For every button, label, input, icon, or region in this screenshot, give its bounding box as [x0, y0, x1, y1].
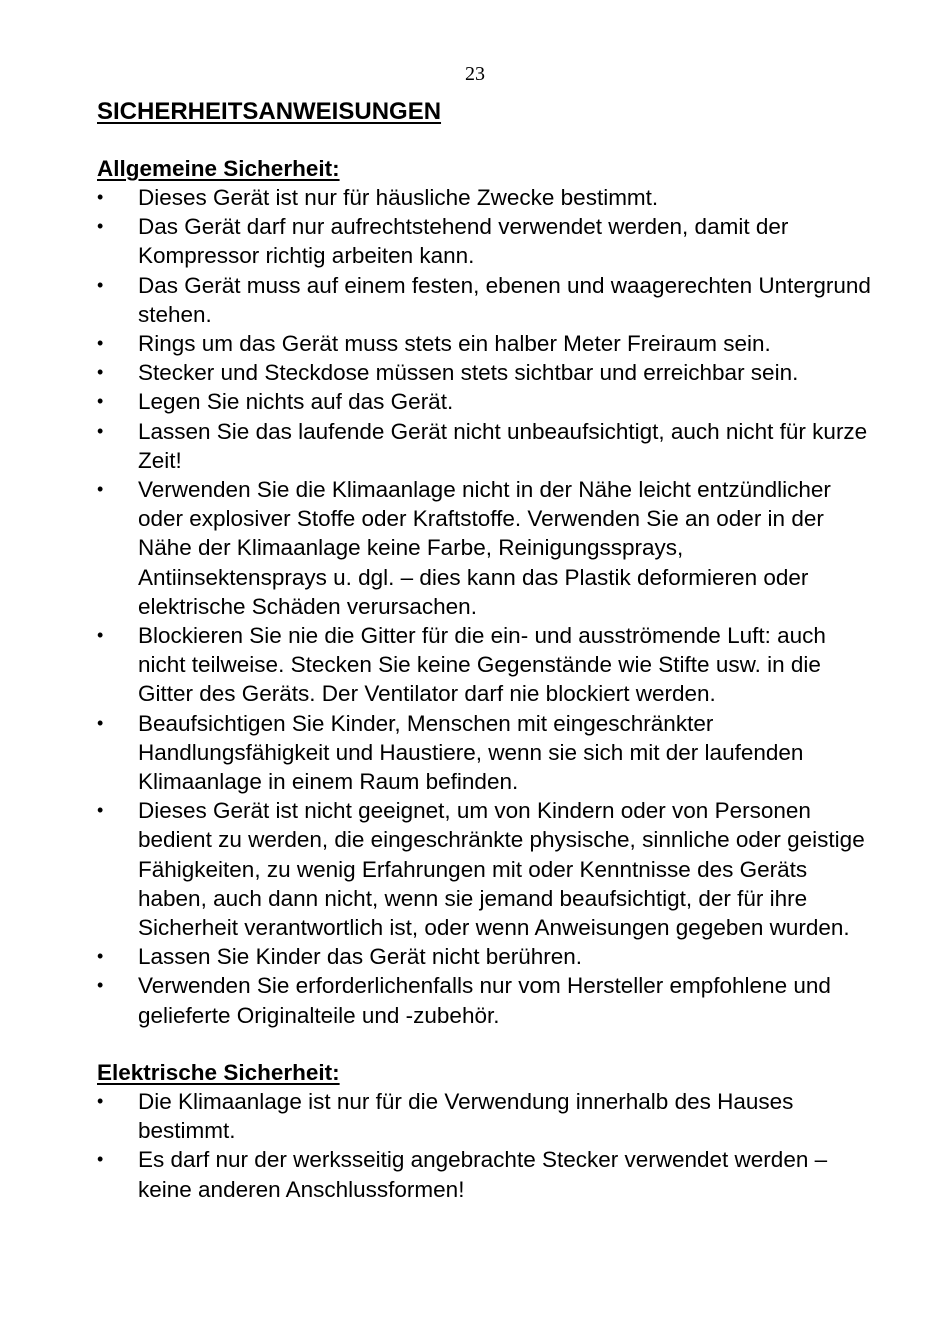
bullet-icon: •	[97, 333, 104, 354]
list-item	[97, 387, 877, 416]
list-item	[97, 183, 877, 212]
list-item	[97, 621, 877, 709]
list-item	[97, 971, 877, 1029]
bullet-icon: •	[97, 391, 104, 412]
bullet-icon: •	[97, 800, 104, 821]
bullet-icon: •	[97, 712, 104, 733]
list-item-text: Beaufsichtigen Sie Kinder, Menschen mit eingeschränkter Handlungsfähigkeit und Haustiere, wenn sie sich mit der laufenden Klimaanlage in einem Raum befinden.	[138, 710, 804, 795]
list-item-text: Es darf nur der werksseitig angebrachte Stecker verwendet werden – keine anderen Anschlussformen!	[138, 1147, 828, 1202]
list-item	[97, 796, 877, 942]
document-title: SICHERHEITSANWEISUNGEN	[97, 98, 442, 125]
list-item-text: Rings um das Gerät muss stets ein halber Meter Freiraum sein.	[138, 331, 771, 357]
list-item	[97, 475, 877, 621]
list-item-text: Stecker und Steckdose müssen stets sichtbar und erreichbar sein.	[138, 360, 799, 386]
list-item	[97, 271, 877, 329]
list-item-text: Die Klimaanlage ist nur für die Verwendung innerhalb des Hauses bestimmt.	[138, 1088, 794, 1144]
list-item	[97, 942, 877, 971]
list-item-text: Dieses Gerät ist nur für häusliche Zwecke bestimmt.	[138, 185, 659, 210]
bullet-icon: •	[97, 187, 104, 207]
bullet-icon: •	[97, 274, 104, 295]
section-heading-general-safety: Allgemeine Sicherheit:	[97, 156, 340, 181]
bullet-icon: •	[97, 1149, 104, 1170]
electrical-safety-list	[97, 1087, 877, 1204]
list-item	[97, 358, 877, 387]
bullet-icon: •	[97, 1090, 104, 1111]
list-item-text: Lassen Sie Kinder das Gerät nicht berühren.	[138, 944, 583, 970]
bullet-icon: •	[97, 975, 104, 996]
list-item	[97, 329, 877, 358]
general-safety-list	[97, 183, 877, 1030]
bullet-icon: •	[97, 625, 104, 646]
bullet-icon: •	[97, 479, 104, 500]
list-item	[97, 212, 877, 270]
list-item-text: Dieses Gerät ist nicht geeignet, um von Kindern oder von Personen bedient zu werden, die eingeschränkte physische, sinnliche oder geistige Fähigkeiten, zu wenig Erfahrungen mit oder Kenntnisse des Geräts haben, auch dann nicht, wenn sie jemand beaufsichtigt, der für ihre Sicherheit verantwortlich ist, oder wenn Anweisungen gegeben wurden.	[138, 798, 865, 941]
list-item-text: Das Gerät muss auf einem festen, ebenen und waagerechten Untergrund stehen.	[138, 272, 871, 327]
bullet-icon: •	[97, 362, 104, 383]
list-item	[97, 709, 877, 797]
bullet-icon: •	[97, 946, 104, 967]
bullet-icon: •	[97, 420, 104, 441]
list-item-text: Legen Sie nichts auf das Gerät.	[138, 389, 454, 415]
section-heading-electrical-safety: Elektrische Sicherheit:	[97, 1059, 340, 1085]
list-item-text: Blockieren Sie nie die Gitter für die ein- und ausströmende Luft: auch nicht teilweise. Stecken Sie keine Gegenstände wie Stifte usw. in die Gitter des Geräts. Der Ventilator darf nie blockiert werden.	[138, 623, 826, 707]
page-number: 23	[465, 63, 485, 85]
document-body	[97, 96, 877, 1204]
list-item	[97, 1087, 877, 1145]
list-item-text: Verwenden Sie erforderlichenfalls nur vom Hersteller empfohlene und gelieferte Originalteile und -zubehör.	[138, 973, 831, 1028]
list-item	[97, 417, 877, 475]
bullet-icon: •	[97, 216, 104, 237]
list-item	[97, 1145, 877, 1203]
list-item-text: Verwenden Sie die Klimaanlage nicht in der Nähe leicht entzündlicher oder explosiver Stoffe oder Kraftstoffe. Verwenden Sie an oder in der Nähe der Klimaanlage keine Farbe, Reinigungssprays, Antiinsektensprays u. dgl. – dies kann das Plastik deformieren oder elektrische Schäden verursachen.	[138, 477, 831, 619]
list-item-text: Das Gerät darf nur aufrechtstehend verwendet werden, damit der Kompressor richtig arbeiten kann.	[138, 214, 789, 269]
list-item-text: Lassen Sie das laufende Gerät nicht unbeaufsichtigt, auch nicht für kurze Zeit!	[138, 418, 868, 473]
